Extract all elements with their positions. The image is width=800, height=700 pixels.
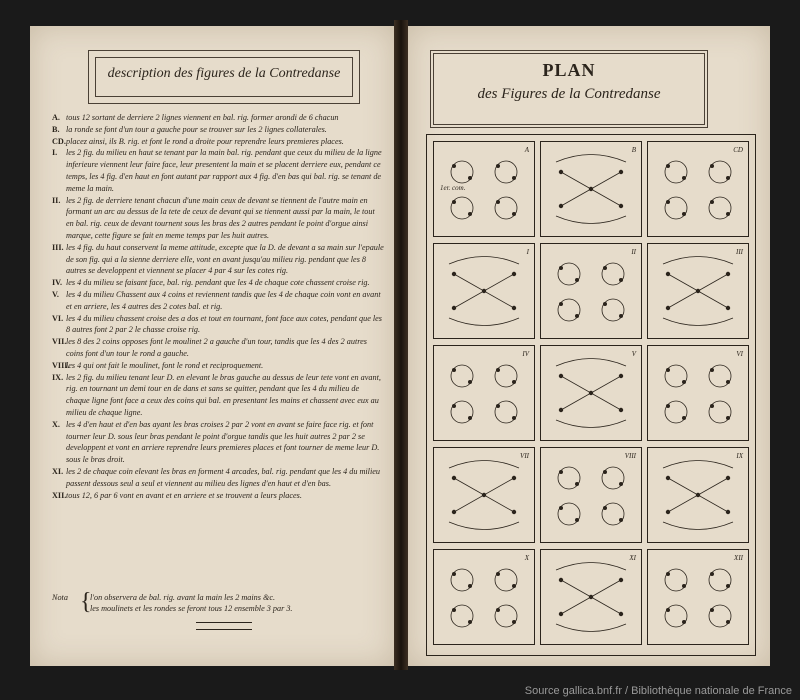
figure-label: VIII	[624, 452, 636, 460]
entry-key: V.	[52, 289, 59, 299]
dancer-mark	[559, 204, 563, 208]
dancer-mark	[575, 482, 579, 486]
dancer-mark	[589, 187, 593, 191]
nota-line: l'on observera de bal. rig. avant la main les 2 mains &c.	[90, 593, 276, 602]
dancer-mark	[512, 212, 516, 216]
dancer-mark	[726, 510, 730, 514]
figure-cell	[540, 447, 642, 543]
book-gutter	[394, 20, 408, 670]
entry-text: les 4 du milieu chassent croise des a dos et tout en tournant, font face aux cotes, pendant que les 8 autres font 2 par 2 le chasse croise rig.	[66, 313, 382, 335]
dancer-mark	[619, 578, 623, 582]
dancer-mark	[710, 200, 714, 204]
figure-caption: 1er. com.	[440, 184, 466, 192]
dancer-mark	[512, 416, 516, 420]
dancer-mark	[666, 608, 670, 612]
description-entry	[52, 136, 384, 148]
dancer-mark	[682, 620, 686, 624]
right-page	[408, 26, 770, 666]
figure-cell	[647, 345, 749, 441]
entry-key: VI.	[52, 313, 64, 323]
figure-label: CD	[733, 146, 743, 154]
dancer-mark	[512, 306, 516, 310]
dancer-mark	[666, 200, 670, 204]
dancer-mark	[468, 176, 472, 180]
description-entry	[52, 466, 384, 490]
dancer-mark	[589, 595, 593, 599]
dancer-mark	[619, 518, 623, 522]
figure-diagram	[541, 448, 641, 542]
entry-key: III.	[52, 242, 64, 252]
description-entry	[52, 195, 384, 242]
entry-key: IX.	[52, 372, 64, 382]
dancer-mark	[559, 408, 563, 412]
figure-cell	[540, 141, 642, 237]
figure-label: VII	[520, 452, 529, 460]
figure-diagram	[434, 244, 534, 338]
entry-text: la ronde se font d'un tour a gauche pour se trouver sur les 2 lignes collaterales.	[66, 124, 327, 134]
description-entry	[52, 147, 384, 194]
dancer-mark	[468, 584, 472, 588]
figure-cell	[647, 243, 749, 339]
figure-cell	[540, 243, 642, 339]
figure-label: V	[631, 350, 636, 358]
dancer-mark	[619, 408, 623, 412]
entry-text: tous 12 sortant de derriere 2 lignes viennent en bal. rig. former arondi de 6 chacun	[66, 113, 339, 122]
figure-cell	[433, 345, 535, 441]
dancer-mark	[512, 584, 516, 588]
dancer-mark	[468, 416, 472, 420]
dancer-mark	[666, 164, 670, 168]
description-entry	[52, 372, 384, 419]
dancer-mark	[726, 620, 730, 624]
plan-title: PLAN	[542, 60, 596, 80]
figure-label: X	[524, 554, 529, 562]
figures-plate	[426, 134, 756, 656]
figure-cell	[433, 447, 535, 543]
figure-diagram	[541, 550, 641, 644]
dancer-mark	[726, 272, 730, 276]
entry-text: placez ainsi, ils B. rig. et font le rond a droite pour reprendre leurs premieres places.	[66, 136, 344, 146]
entry-key: X.	[52, 419, 60, 429]
dancer-mark	[726, 584, 730, 588]
dancer-mark	[619, 314, 623, 318]
entry-text: les 4 d'en haut et d'en bas ayant les bras croises 2 par 2 vont en avant se faire face rig. et font tourner leur D. sous leur bras pendant le point d'orgue tandis que les huit autres 2 par 2 se developpent et vont en arriere reprendre leurs premieres places et font tourner de meme leur D. sous le bras droit.	[66, 419, 380, 465]
entry-text: les 8 des 2 coins opposes font le moulinet 2 a gauche d'un tour, tandis que les 4 des 2 autres coins font d'un tour le rond a gauche.	[66, 337, 367, 358]
dancer-mark	[666, 510, 670, 514]
dancer-mark	[710, 404, 714, 408]
dancer-mark	[559, 266, 563, 270]
figure-label: XI	[629, 554, 636, 562]
dancer-mark	[452, 164, 456, 168]
ornament-rule	[196, 622, 252, 630]
dancer-mark	[726, 380, 730, 384]
entry-key: CD.	[52, 136, 66, 146]
figure-label: IX	[736, 452, 743, 460]
dancer-mark	[512, 476, 516, 480]
dancer-mark	[482, 493, 486, 497]
dancer-mark	[603, 470, 607, 474]
figure-label: XII	[734, 554, 743, 562]
dancer-mark	[452, 572, 456, 576]
nota-label: Nota	[52, 593, 68, 602]
left-title-cartouche	[88, 50, 360, 104]
dancer-mark	[559, 374, 563, 378]
entry-text: les 4 du milieu se faisant face, bal. rig. pendant que les 4 de chaque cote chassent croise rig.	[66, 278, 370, 288]
dancer-mark	[496, 572, 500, 576]
dancer-mark	[726, 306, 730, 310]
figure-diagram	[648, 346, 748, 440]
dancer-mark	[468, 212, 472, 216]
description-entry	[52, 242, 384, 277]
figure-cell	[433, 243, 535, 339]
plan-title-cartouche	[430, 50, 708, 128]
figure-cell	[647, 549, 749, 645]
entry-text: tous 12, 6 par 6 vont en avant et en arriere et se trouvent a leurs places.	[66, 490, 302, 500]
plan-subtitle: des Figures de la Contredanse	[477, 86, 661, 102]
dancer-mark	[512, 510, 516, 514]
dancer-mark	[496, 368, 500, 372]
left-page	[30, 26, 394, 666]
dancer-mark	[603, 506, 607, 510]
dancer-mark	[559, 506, 563, 510]
entry-key: IV.	[52, 278, 63, 288]
dancer-mark	[468, 620, 472, 624]
dancer-mark	[559, 170, 563, 174]
dancer-mark	[496, 404, 500, 408]
dancer-mark	[682, 212, 686, 216]
entry-text: les 4 fig. du haut conservent la meme attitude, excepte que la D. de devant a sa main sur l'epaule de son fig. qui a la sienne derriere elle, vont en avant jusqu'au milieu rig. pendant que les 8 autres se developpent et viennent se placer 4 par 4 sur les cotes rig.	[66, 242, 384, 276]
dancer-mark	[512, 620, 516, 624]
dancer-mark	[682, 584, 686, 588]
dancer-mark	[619, 204, 623, 208]
figure-label: B	[631, 146, 636, 154]
dancer-mark	[696, 289, 700, 293]
dancer-mark	[496, 164, 500, 168]
dancer-mark	[710, 608, 714, 612]
dancer-mark	[452, 404, 456, 408]
dancer-mark	[512, 272, 516, 276]
description-entry	[52, 313, 384, 337]
dancer-mark	[559, 470, 563, 474]
figure-label: VI	[736, 350, 743, 358]
figure-diagram	[541, 346, 641, 440]
dancer-mark	[666, 404, 670, 408]
figure-diagram	[434, 346, 534, 440]
description-entry	[52, 289, 384, 313]
description-entry	[52, 490, 384, 502]
dancer-mark	[468, 380, 472, 384]
figure-diagram	[541, 244, 641, 338]
dancer-mark	[666, 272, 670, 276]
dancer-mark	[666, 368, 670, 372]
dancer-mark	[452, 510, 456, 514]
figure-diagram	[434, 448, 534, 542]
dancer-mark	[575, 518, 579, 522]
figure-diagram	[648, 142, 748, 236]
entry-key: XI.	[52, 466, 64, 476]
entry-text: les 2 fig. du milieu en haut se tenant par la main bal. rig. pendant que ceux du milieu de la ligne inferieure viennent leur faire face, leur presentent la main et se placent derriere eux, pendant ce temps, les 4 fig. d'en haut en font autant par rapport aux 4 fig. d'en bas qui bal. rig. se tenant de meme la main.	[66, 148, 382, 193]
description-entry	[52, 336, 384, 360]
nota-line: les moulinets et les rondes se feront tous 12 ensemble 3 par 3.	[90, 604, 293, 613]
entry-text: les 4 du milieu Chassent aux 4 coins et reviennent tandis que les 4 de chaque coin vont en avant et en arriere, les 4 autres des 2 cotes bal. et rig.	[66, 289, 381, 311]
brace-icon: {	[80, 589, 92, 615]
figure-cell	[647, 141, 749, 237]
dancer-mark	[452, 306, 456, 310]
dancer-mark	[726, 476, 730, 480]
figure-diagram	[434, 550, 534, 644]
dancer-mark	[710, 572, 714, 576]
figure-label: A	[524, 146, 529, 154]
dancer-mark	[575, 314, 579, 318]
entry-key: VII.	[52, 337, 67, 347]
dancer-mark	[512, 380, 516, 384]
figure-cell	[433, 141, 535, 237]
dancer-mark	[452, 476, 456, 480]
dancer-mark	[603, 302, 607, 306]
figure-cell	[540, 345, 642, 441]
dancer-mark	[496, 200, 500, 204]
description-entry	[52, 419, 384, 466]
dancer-mark	[512, 176, 516, 180]
source-credit[interactable]: Source gallica.bnf.fr / Bibliothèque nationale de France	[524, 685, 792, 697]
dancer-mark	[452, 200, 456, 204]
nota-text	[90, 592, 292, 614]
entry-key: XII.	[52, 490, 67, 500]
description-entry	[52, 360, 384, 372]
description-entry	[52, 277, 384, 289]
figure-diagram	[648, 244, 748, 338]
entry-key: B.	[52, 124, 60, 134]
dancer-mark	[710, 368, 714, 372]
dancer-mark	[589, 391, 593, 395]
figure-label: III	[736, 248, 743, 256]
dancer-mark	[619, 612, 623, 616]
figure-label: IV	[522, 350, 529, 358]
dancer-mark	[619, 278, 623, 282]
dancer-mark	[496, 608, 500, 612]
dancer-mark	[726, 416, 730, 420]
entry-key: I.	[52, 148, 58, 158]
dancer-mark	[710, 164, 714, 168]
figure-diagram	[648, 448, 748, 542]
dancer-mark	[726, 212, 730, 216]
dancer-mark	[726, 176, 730, 180]
entry-key: II.	[52, 195, 61, 205]
figure-label: II	[631, 248, 636, 256]
figure-diagram	[648, 550, 748, 644]
dancer-mark	[452, 272, 456, 276]
figure-cell	[647, 447, 749, 543]
entry-text: les 2 fig. de derriere tenant chacun d'une main ceux de devant se tiennent de l'autre main en formant un arc au dessus de la tete de ceux de devant qui se tiennent aussi par la main, le tout en bal. rig. ceux de devant tournent sous les bras des 2 autres pendant le point d'orgue ainsi marque, cette figure se fait en meme temps par les huit autres.	[66, 195, 375, 240]
dancer-mark	[666, 572, 670, 576]
dancer-mark	[682, 416, 686, 420]
entry-text: les 4 qui ont fait le moulinet, font le rond et reciproquement.	[66, 360, 264, 370]
description-entry	[52, 112, 384, 124]
dancer-mark	[666, 476, 670, 480]
dancer-mark	[452, 608, 456, 612]
dancer-mark	[559, 612, 563, 616]
left-page-title: description des figures de la Contredanse	[107, 66, 341, 81]
entry-text: les 2 de chaque coin elevant les bras en forment 4 arcades, bal. rig. pendant que les 4 du milieu passent dessous seul a seul et viennent au milieu des lignes d'en haut et d'en bas.	[66, 466, 380, 488]
dancer-mark	[482, 289, 486, 293]
dancer-mark	[619, 374, 623, 378]
entry-text: les 2 fig. du milieu tenant leur D. en elevant le bras gauche au dessus de leur tete vont en avant, rig. en tournant un demi tour en de dans et sans se quitter, pendant que les 4 du milieu de chaque ligne font face a ceux des coins qui bal. en presentant les mains et chassent avec eux au milieu de chaque ligne.	[66, 372, 381, 417]
figure-cell	[433, 549, 535, 645]
dancer-mark	[559, 302, 563, 306]
entry-key: VIII.	[52, 360, 70, 370]
dancer-mark	[682, 380, 686, 384]
dancer-mark	[696, 493, 700, 497]
dancer-mark	[575, 278, 579, 282]
figure-diagram	[541, 142, 641, 236]
dancer-mark	[619, 482, 623, 486]
dancer-mark	[452, 368, 456, 372]
entry-key: A.	[52, 113, 60, 122]
dancer-mark	[682, 176, 686, 180]
dancer-mark	[619, 170, 623, 174]
nota-block	[52, 589, 382, 615]
dancer-mark	[603, 266, 607, 270]
dancer-mark	[666, 306, 670, 310]
dancer-mark	[559, 578, 563, 582]
figure-cell	[540, 549, 642, 645]
description-entry	[52, 124, 384, 136]
figure-descriptions	[52, 112, 384, 501]
figure-label: I	[526, 248, 529, 256]
